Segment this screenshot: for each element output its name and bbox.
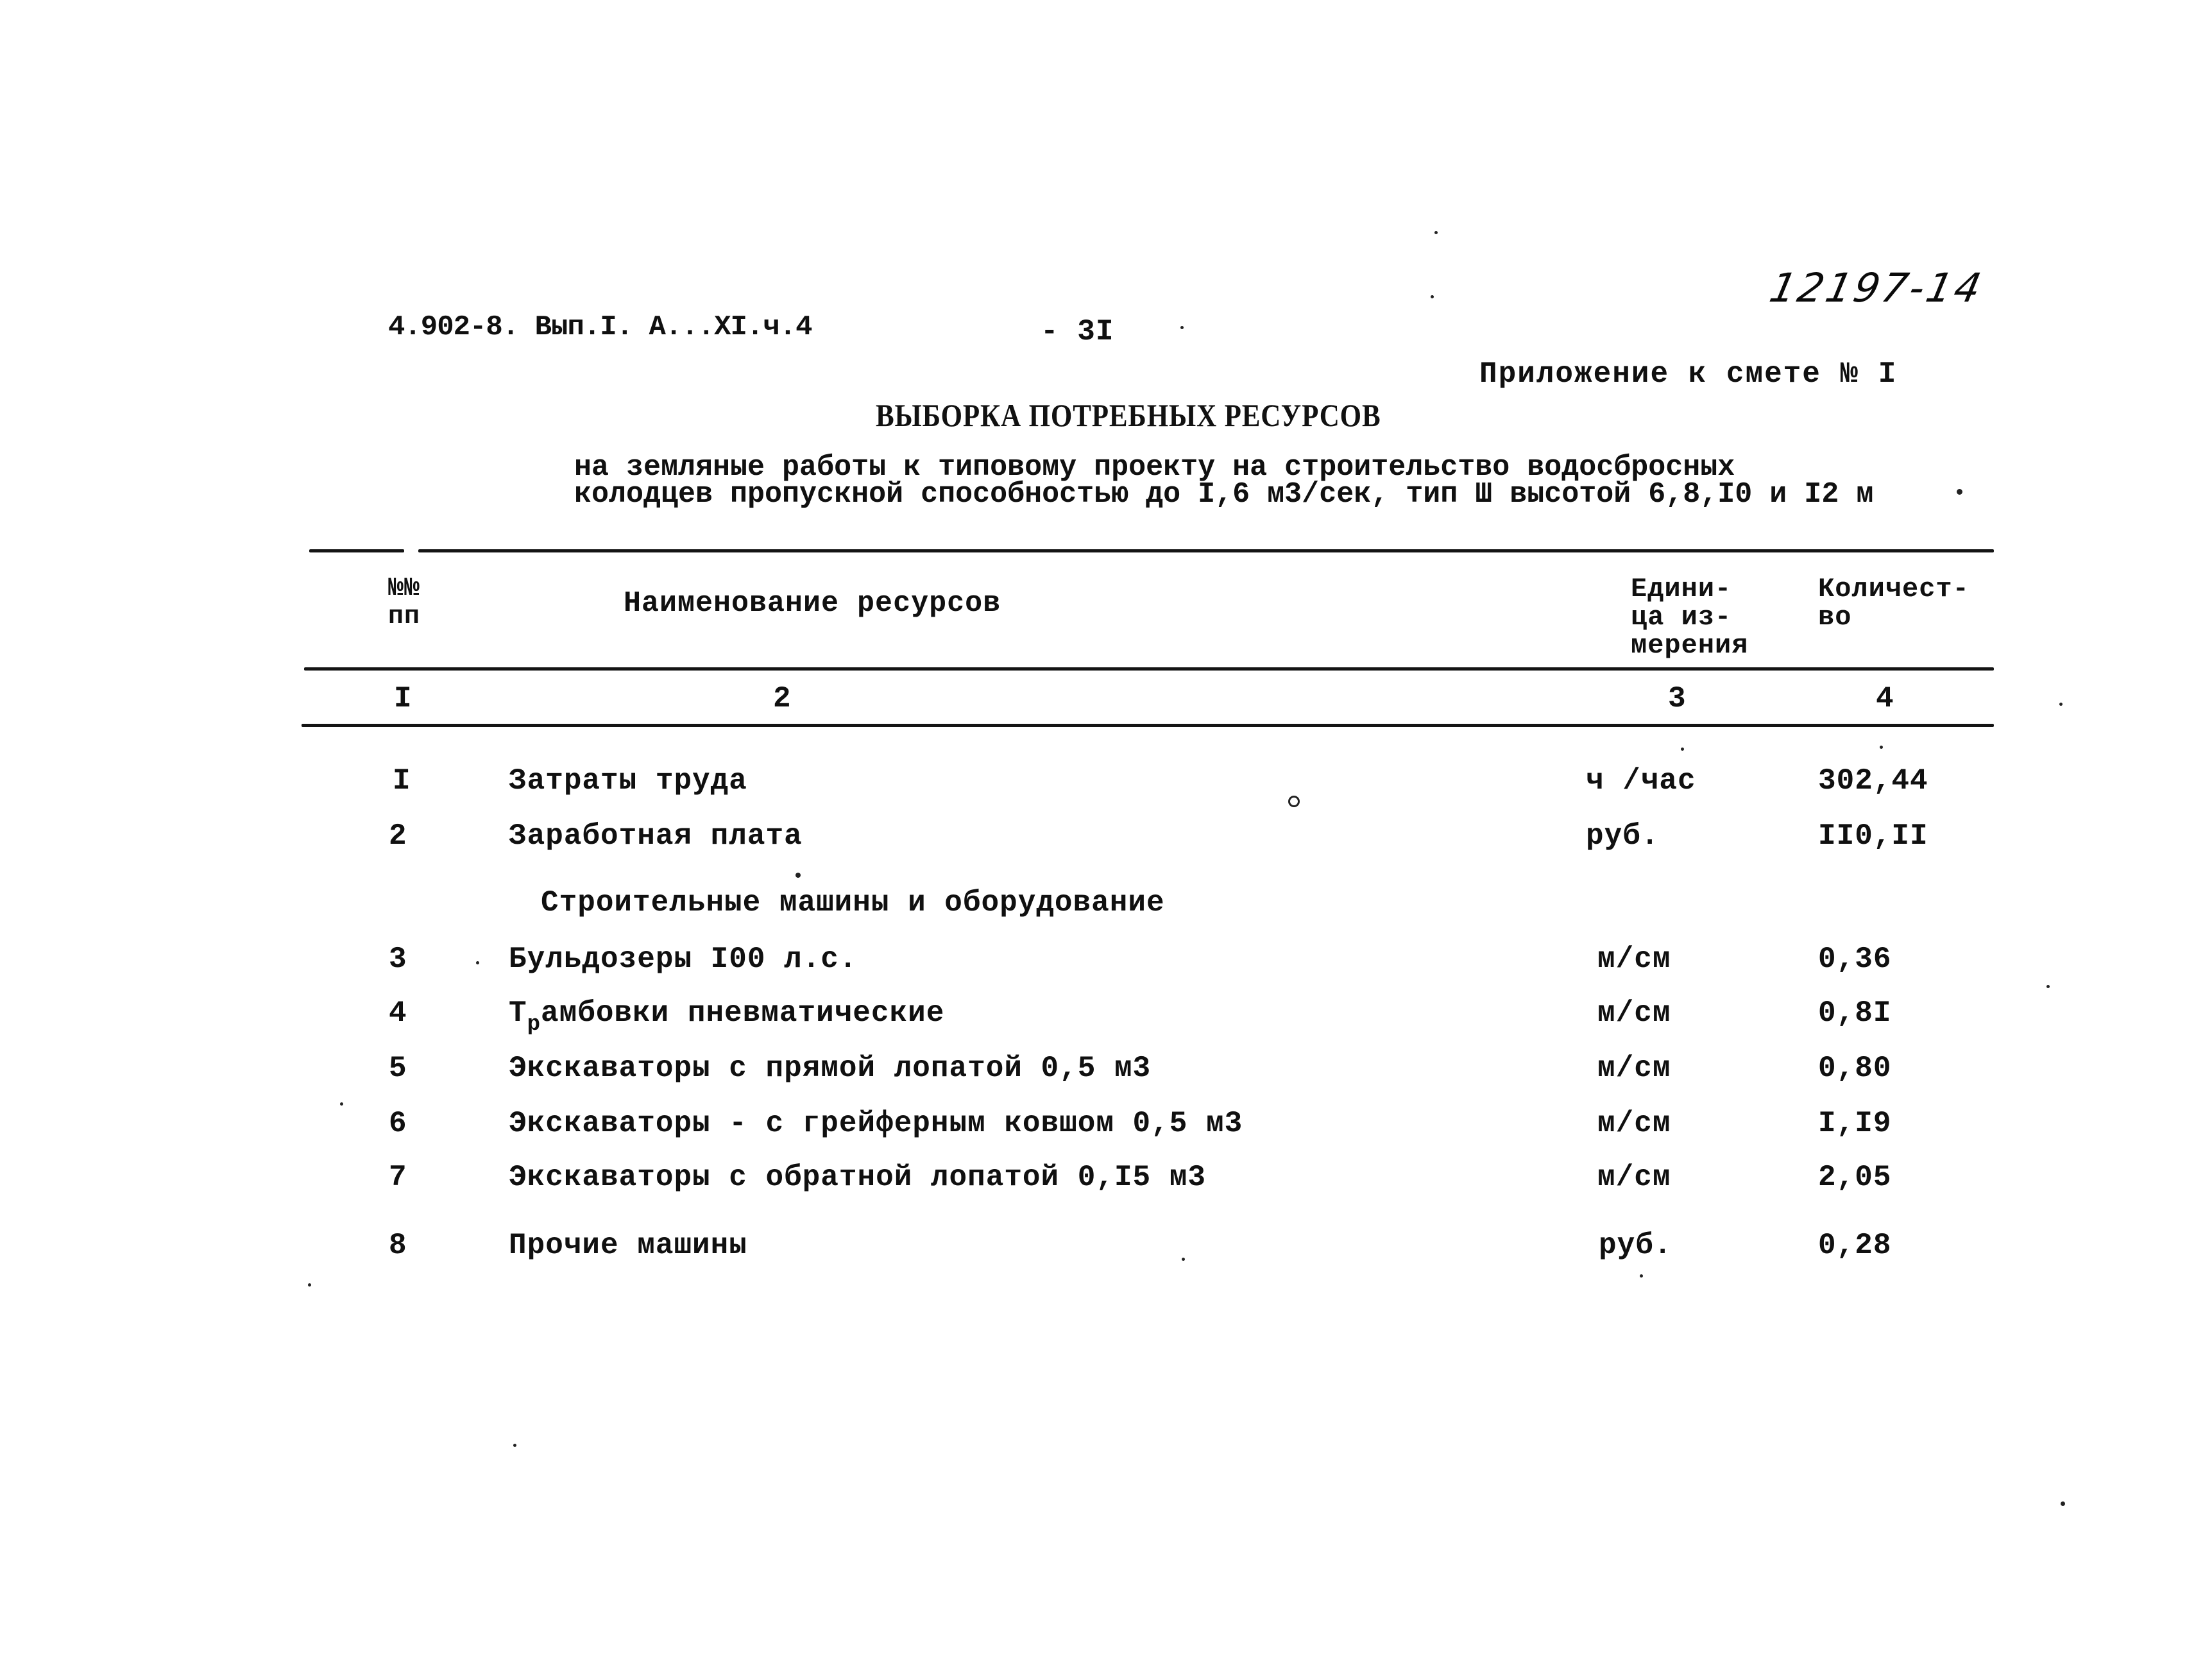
- scan-speck: [795, 873, 801, 878]
- name-prefix: Т: [509, 996, 527, 1030]
- resource-name: Бульдозеры I00 л.с.: [509, 943, 858, 976]
- name-rest: амбовки пневматические: [541, 996, 945, 1030]
- scan-speck: [1434, 231, 1438, 234]
- scan-speck: [340, 1102, 343, 1106]
- table-column-number-rule: [302, 724, 1994, 727]
- scan-speck: [1431, 295, 1434, 298]
- quantity: 0,28: [1818, 1229, 1892, 1262]
- quantity: I,I9: [1818, 1107, 1892, 1140]
- scan-speck: [1640, 1274, 1643, 1278]
- scan-speck: [1288, 796, 1300, 807]
- row-number: 3: [389, 943, 407, 976]
- scan-speck: [2061, 1501, 2065, 1506]
- document-code: 4.902-8. Вып.I. А...XI.ч.4: [388, 311, 812, 343]
- unit: м/см: [1597, 996, 1671, 1030]
- column-number-1: I: [394, 682, 413, 715]
- quantity: 0,80: [1818, 1052, 1892, 1085]
- table-top-rule-left: [309, 549, 404, 552]
- resource-name: Затраты труда: [509, 764, 747, 798]
- header-num-line1: №№: [388, 574, 421, 603]
- header-unit-line1: Едини-: [1631, 574, 1732, 604]
- resource-name: Экскаваторы - с грейферным ковшом 0,5 м3: [509, 1107, 1243, 1140]
- scan-speck: [1180, 326, 1184, 329]
- unit: руб.: [1586, 819, 1660, 853]
- table-header-rule: [304, 667, 1994, 671]
- page-number: - 3I: [1041, 315, 1114, 348]
- header-unit-line3: мерения: [1631, 630, 1749, 661]
- header-quantity-line2: во: [1818, 602, 1852, 633]
- scan-speck: [2046, 985, 2050, 988]
- row-number: 4: [389, 996, 407, 1030]
- scan-speck: [1880, 746, 1883, 749]
- header-quantity-line1: Количест-: [1818, 574, 1970, 604]
- unit: м/см: [1597, 1107, 1671, 1140]
- resource-name: Прочие машины: [509, 1229, 747, 1262]
- handwritten-archive-number: 12197-14: [1765, 264, 1988, 311]
- unit: м/см: [1597, 1052, 1671, 1085]
- unit: м/см: [1597, 1161, 1671, 1194]
- row-number: 5: [389, 1052, 407, 1085]
- unit: м/см: [1597, 943, 1671, 976]
- row-number: 7: [389, 1161, 407, 1194]
- scan-speck: [1957, 489, 1962, 495]
- unit: ч /час: [1586, 764, 1696, 798]
- quantity: 0,8I: [1818, 996, 1892, 1030]
- row-number: 8: [389, 1229, 407, 1262]
- header-unit-line2: ца из-: [1631, 602, 1732, 633]
- document-title: ВЫБОРКА ПОТРЕБНЫХ РЕСУРСОВ: [876, 397, 1381, 433]
- scan-speck: [1182, 1258, 1185, 1261]
- scan-speck: [476, 961, 479, 964]
- row-number: 2: [389, 819, 407, 853]
- resource-name: Заработная плата: [509, 819, 803, 853]
- resource-name: [509, 996, 945, 1037]
- table-top-rule: [418, 549, 1994, 552]
- scan-speck: [1681, 748, 1684, 751]
- quantity: 2,05: [1818, 1161, 1892, 1194]
- column-number-2: 2: [773, 682, 792, 715]
- subtitle-line-1: на земляные работы к типовому проекту на строительство водосбросных: [574, 451, 1735, 484]
- name-subscript: р: [527, 1013, 541, 1037]
- subtitle-line-2: колодцев пропускной способностью до I,6 м3/сек, тип Ш высотой 6,8,I0 и I2 м: [574, 478, 1874, 511]
- row-number: 6: [389, 1107, 407, 1140]
- unit: руб.: [1599, 1229, 1672, 1262]
- resource-name: Экскаваторы с обратной лопатой 0,I5 м3: [509, 1161, 1206, 1194]
- quantity: 0,36: [1818, 943, 1892, 976]
- quantity: II0,II: [1818, 819, 1928, 853]
- section-heading: Строительные машины и оборудование: [541, 886, 1165, 919]
- column-number-4: 4: [1876, 682, 1894, 715]
- header-num-line2: пп: [388, 603, 421, 631]
- column-number-3: 3: [1668, 682, 1687, 715]
- scan-speck: [513, 1444, 516, 1447]
- scan-speck: [308, 1283, 311, 1287]
- scan-speck: [2059, 703, 2063, 706]
- appendix-label: Приложение к смете № I: [1479, 357, 1898, 391]
- row-number: I: [393, 764, 411, 798]
- resource-name: Экскаваторы с прямой лопатой 0,5 м3: [509, 1052, 1152, 1085]
- quantity: 302,44: [1818, 764, 1928, 798]
- header-resource-name: Наименование ресурсов: [624, 587, 1001, 620]
